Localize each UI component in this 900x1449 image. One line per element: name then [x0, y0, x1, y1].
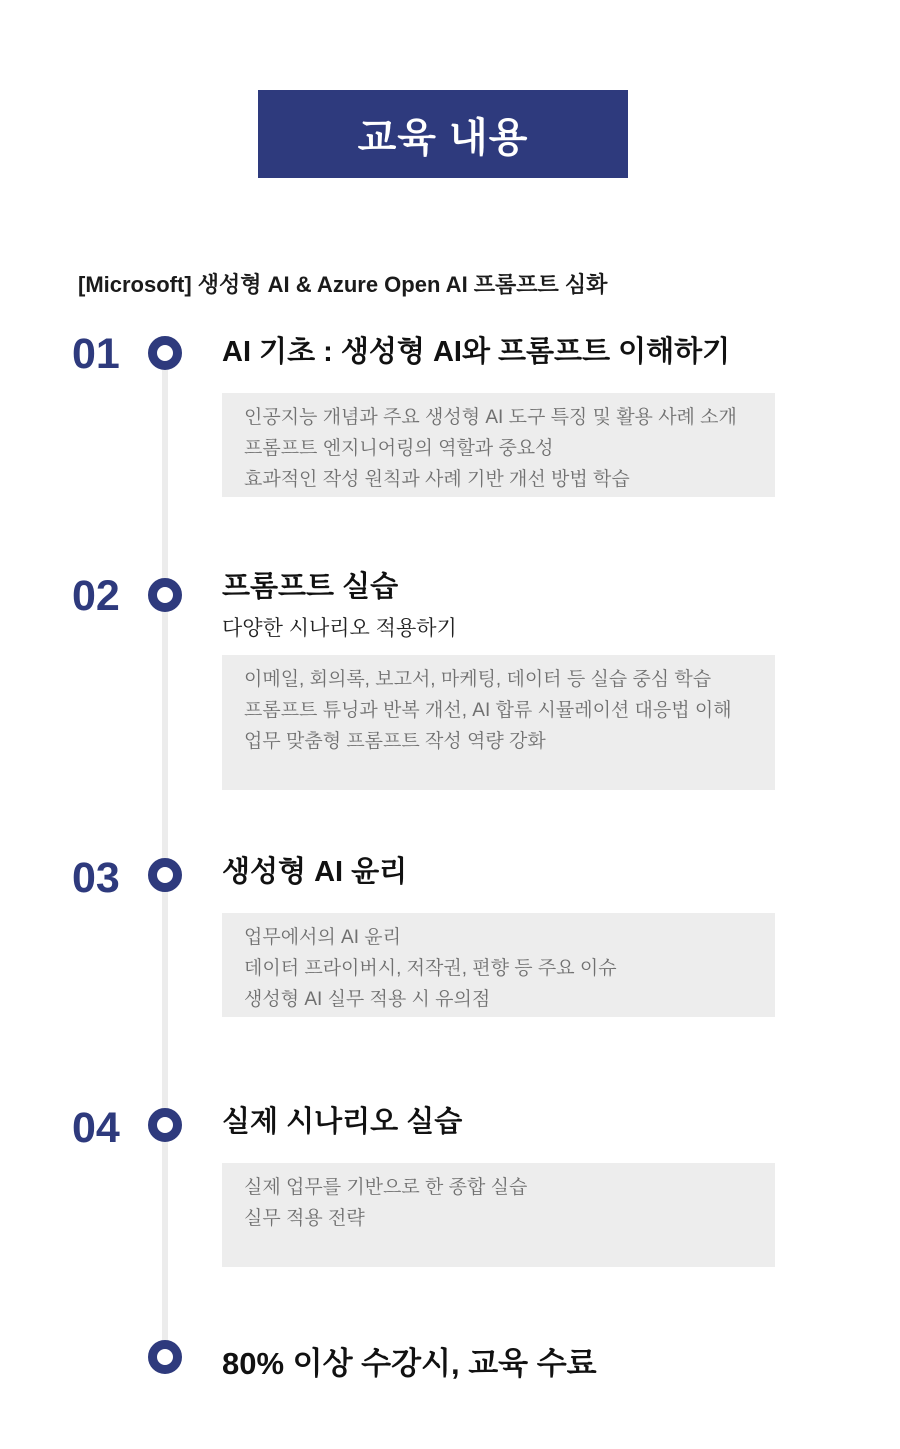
section-details-02	[222, 655, 775, 790]
section-details-03	[222, 913, 775, 1017]
section-title-01: AI 기초 : 생성형 AI와 프롬프트 이해하기	[222, 336, 731, 368]
badge-label: 교육 내용	[357, 115, 529, 160]
detail-item: 생성형 AI 실무 적용 시 유의점	[244, 989, 491, 1010]
detail-item: 업무에서의 AI 윤리	[244, 927, 401, 948]
completion-dot	[148, 1340, 182, 1374]
section-number-04: 04	[72, 1104, 120, 1152]
section-details-01	[222, 393, 775, 497]
section-subtitle-02: 다양한 시나리오 적용하기	[222, 617, 457, 640]
section-title-04: 실제 시나리오 실습	[222, 1106, 463, 1138]
detail-item: 데이터 프라이버시, 저작권, 편향 등 주요 이슈	[244, 958, 617, 979]
timeline-dot-04	[148, 1108, 182, 1142]
timeline-dot-02	[148, 578, 182, 612]
completion-text: 80% 이상 수강시, 교육 수료	[222, 1346, 597, 1381]
section-number-01: 01	[72, 330, 120, 378]
section-details-04	[222, 1163, 775, 1267]
detail-item: 실제 업무를 기반으로 한 종합 실습	[244, 1177, 528, 1198]
course-title: [Microsoft] 생성형 AI & Azure Open AI 프롬프트 심화	[78, 272, 608, 297]
detail-item: 업무 맞춤형 프롬프트 작성 역량 강화	[244, 731, 546, 752]
detail-item: 프롬프트 튜닝과 반복 개선, AI 합류 시뮬레이션 대응법 이해	[244, 700, 732, 721]
section-number-03: 03	[72, 854, 120, 902]
detail-item: 인공지능 개념과 주요 생성형 AI 도구 특징 및 활용 사례 소개	[244, 407, 737, 428]
detail-item: 효과적인 작성 원칙과 사례 기반 개선 방법 학습	[244, 469, 630, 490]
section-number-02: 02	[72, 572, 120, 620]
timeline-dot-03	[148, 858, 182, 892]
section-title-02: 프롬프트 실습	[222, 571, 399, 603]
timeline-line	[162, 370, 168, 1341]
section-title-03: 생성형 AI 윤리	[222, 856, 408, 888]
detail-item: 실무 적용 전략	[244, 1208, 365, 1229]
timeline-dot-01	[148, 336, 182, 370]
section-header-badge	[258, 90, 628, 178]
detail-item: 프롬프트 엔지니어링의 역할과 중요성	[244, 438, 554, 459]
detail-item: 이메일, 회의록, 보고서, 마케팅, 데이터 등 실습 중심 학습	[244, 669, 712, 690]
